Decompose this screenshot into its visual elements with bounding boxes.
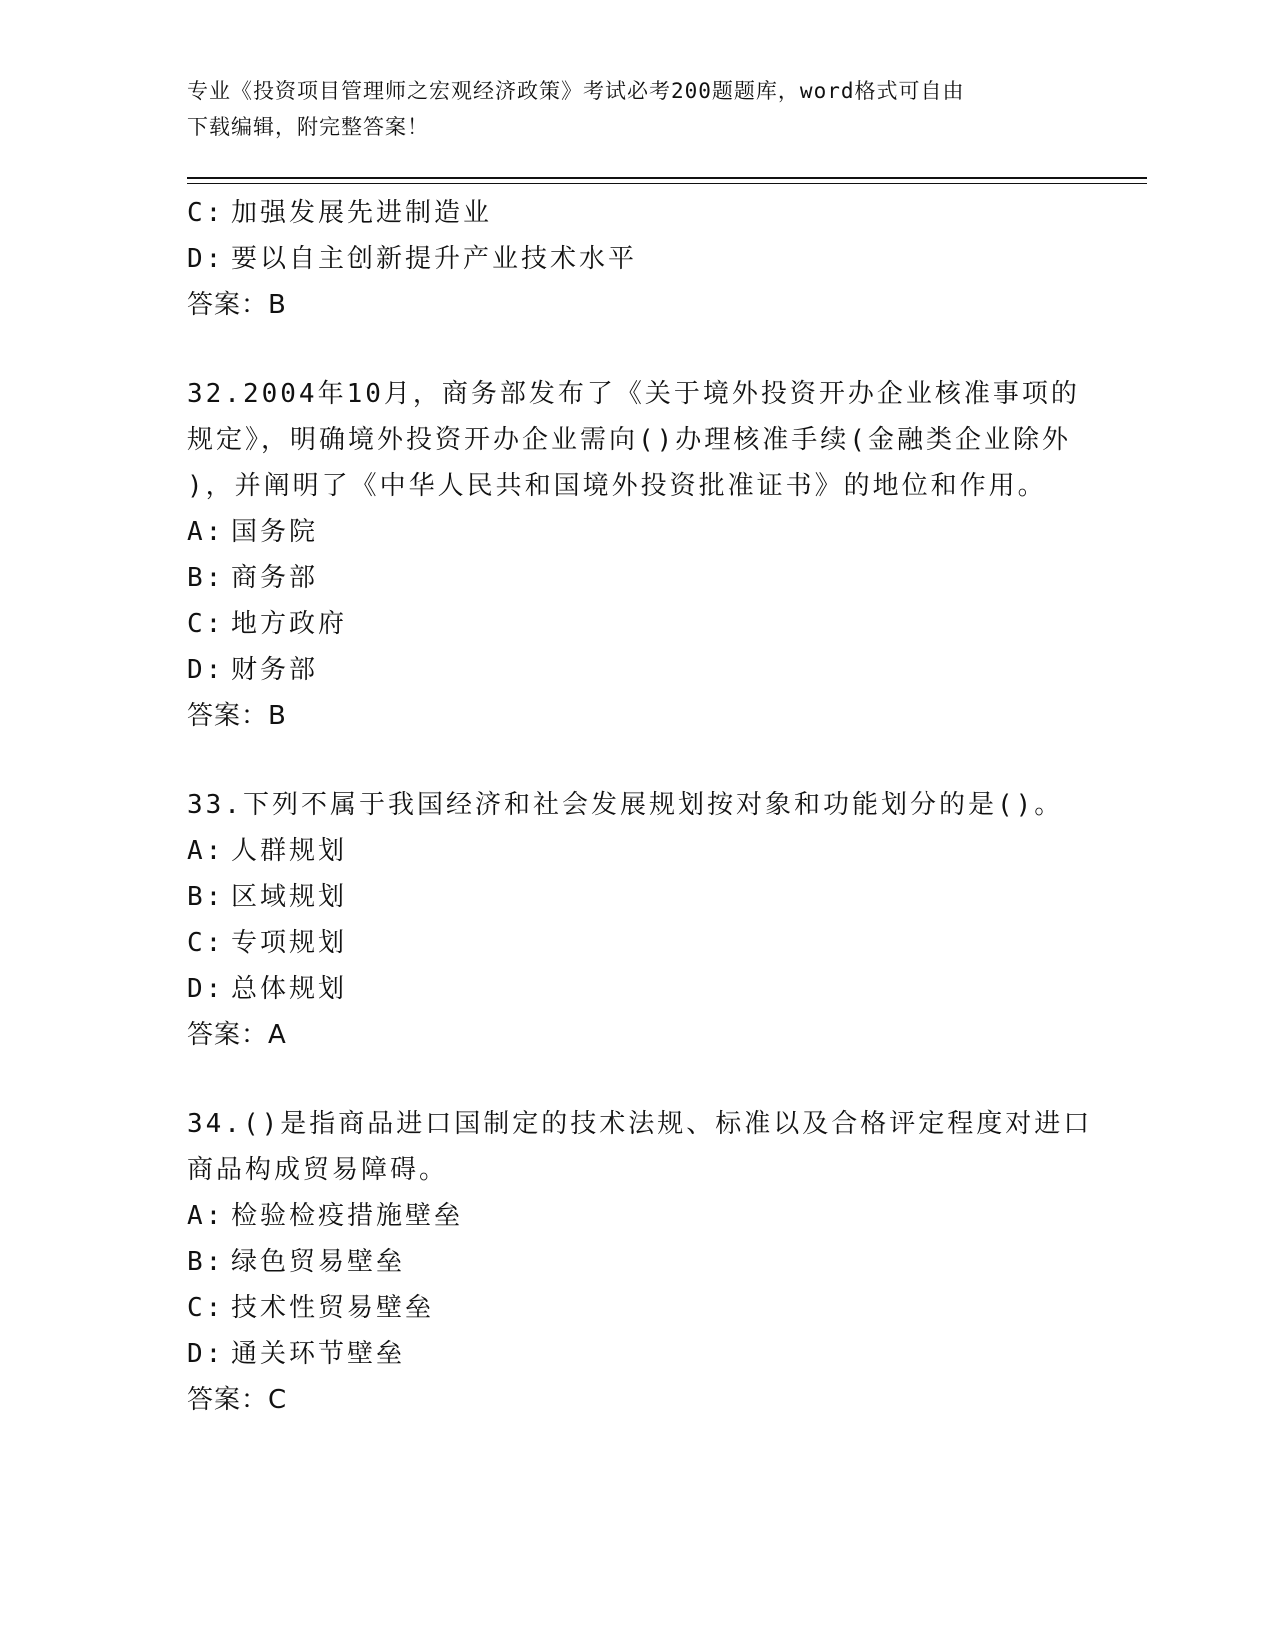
option-d — [187, 647, 1077, 693]
option-c — [187, 601, 1077, 647]
option-label: A: — [187, 517, 225, 547]
answer-line: 答案：B — [187, 290, 287, 320]
option-d — [187, 966, 1077, 1012]
document-header — [187, 73, 1067, 145]
option-text: 通关环节壁垒 — [231, 1339, 406, 1369]
question-33 — [187, 782, 1077, 1058]
answer-line: 答案：B — [187, 701, 287, 731]
option-c — [187, 920, 1077, 966]
header-line-1: 专业《投资项目管理师之宏观经济政策》考试必考200题题库，word格式可自由 — [187, 79, 965, 103]
option-text: 检验检疫措施壁垒 — [231, 1201, 464, 1231]
spacer — [187, 739, 1077, 782]
option-label: C: — [187, 1293, 225, 1323]
question-stem-line: 34.()是指商品进口国制定的技术法规、标准以及合格评定程度对进口 — [187, 1109, 1093, 1139]
option-text: 专项规划 — [231, 928, 348, 958]
option-label: A: — [187, 1201, 225, 1231]
option-c — [187, 1285, 1077, 1331]
question-list — [187, 190, 1093, 1423]
question-34 — [187, 1101, 1093, 1423]
option-text: 财务部 — [231, 655, 319, 685]
option-text: 区域规划 — [231, 882, 348, 912]
option-label: A: — [187, 836, 225, 866]
option-label: D: — [187, 655, 225, 685]
option-label: B: — [187, 882, 225, 912]
option-d — [187, 1331, 1077, 1377]
spacer — [187, 1058, 1077, 1101]
answer-line: 答案：A — [187, 1020, 287, 1050]
option-d — [187, 236, 1077, 282]
header-line-2: 下载编辑，附完整答案！ — [187, 115, 429, 139]
option-a — [187, 1193, 1077, 1239]
answer-line: 答案：C — [187, 1385, 288, 1415]
question-stem-line: )，并阐明了《中华人民共和国境外投资批准证书》的地位和作用。 — [187, 471, 1047, 501]
option-text: 要以自主创新提升产业技术水平 — [231, 244, 638, 274]
option-text: 总体规划 — [231, 974, 348, 1004]
option-label: B: — [187, 1247, 225, 1277]
option-text: 绿色贸易壁垒 — [231, 1247, 406, 1277]
option-b — [187, 1239, 1077, 1285]
option-text: 国务院 — [231, 517, 319, 547]
header-divider-thin — [187, 183, 1147, 184]
option-label: B: — [187, 563, 225, 593]
option-text: 人群规划 — [231, 836, 348, 866]
option-label: C: — [187, 928, 225, 958]
option-b — [187, 555, 1077, 601]
option-text: 技术性贸易壁垒 — [231, 1293, 435, 1323]
question-stem-line: 33.下列不属于我国经济和社会发展规划按对象和功能划分的是()。 — [187, 790, 1064, 820]
option-b — [187, 874, 1077, 920]
question-stem-line: 商品构成贸易障碍。 — [187, 1155, 449, 1185]
option-label: D: — [187, 1339, 225, 1369]
option-label: C: — [187, 609, 225, 639]
header-divider-thick — [187, 177, 1147, 179]
option-label: C: — [187, 198, 225, 228]
question-stem-line: 32.2004年10月，商务部发布了《关于境外投资开办企业核准事项的 — [187, 379, 1080, 409]
spacer — [187, 328, 1077, 371]
option-a — [187, 828, 1077, 874]
option-a — [187, 509, 1077, 555]
option-label: D: — [187, 244, 225, 274]
previous-question-block — [187, 190, 1077, 328]
question-32 — [187, 371, 1080, 739]
option-text: 加强发展先进制造业 — [231, 198, 493, 228]
question-stem-line: 规定》，明确境外投资开办企业需向()办理核准手续(金融类企业除外 — [187, 425, 1071, 455]
option-c — [187, 190, 1077, 236]
option-text: 地方政府 — [231, 609, 348, 639]
option-text: 商务部 — [231, 563, 319, 593]
option-label: D: — [187, 974, 225, 1004]
